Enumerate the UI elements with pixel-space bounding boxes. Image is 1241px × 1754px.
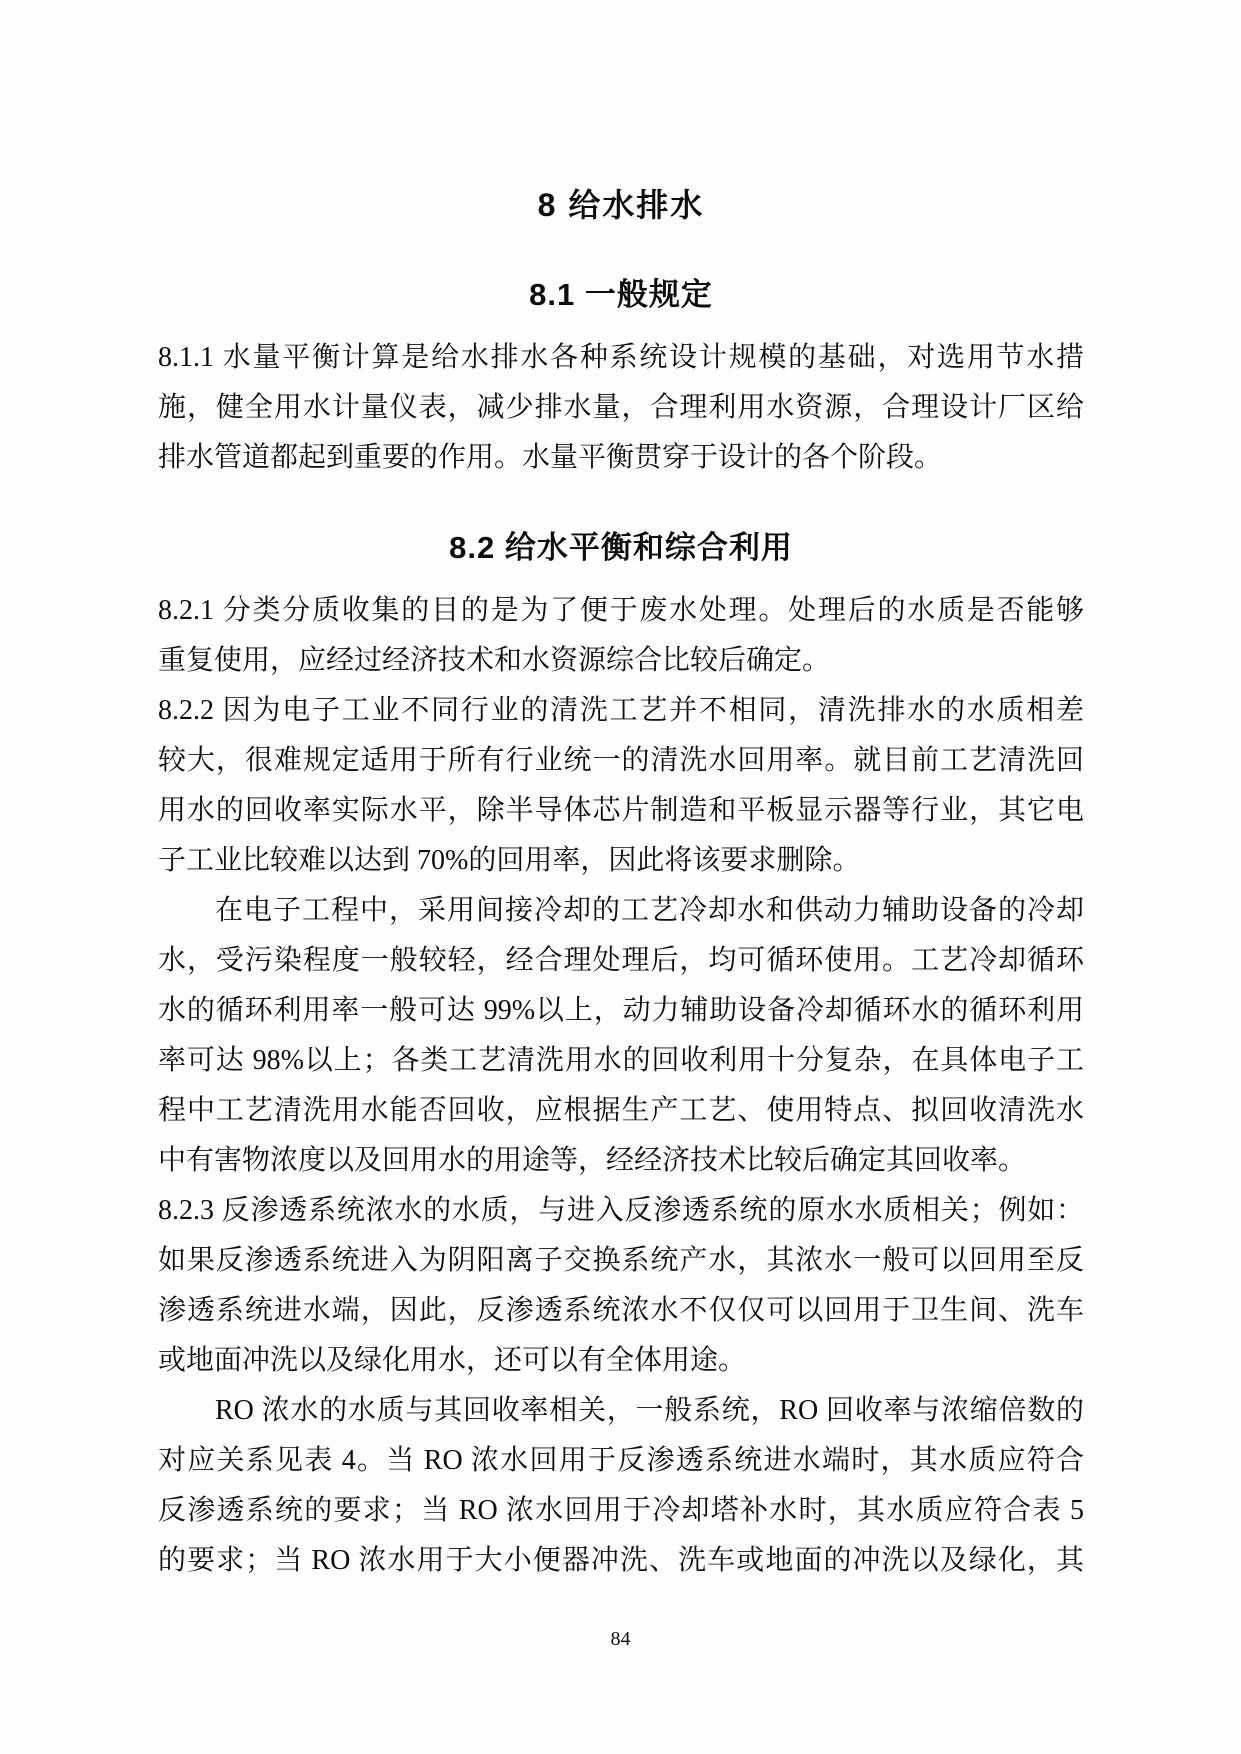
paragraph-line: 水，受污染程度一般较轻，经合理处理后，均可循环使用。工艺冷却循环 <box>158 945 1084 976</box>
paragraph-line: 施，健全用水计量仪表，减少排水量，合理利用水资源，合理设计厂区给 <box>158 392 1084 423</box>
paragraph-line: 8.1.1 水量平衡计算是给水排水各种系统设计规模的基础，对选用节水措 <box>158 342 1084 373</box>
paragraph-line: 如果反渗透系统进入为阴阳离子交换系统产水，其浓水一般可以回用至反 <box>158 1245 1084 1276</box>
clause-8-2-2-continuation <box>158 886 1084 1186</box>
paragraph-line: 程中工艺清洗用水能否回收，应根据生产工艺、使用特点、拟回收清洗水 <box>158 1095 1084 1126</box>
clause-8-2-1 <box>158 586 1084 686</box>
chapter-title: 8 给水排水 <box>537 187 705 223</box>
paragraph-line: 率可达 98%以上；各类工艺清洗用水的回收利用十分复杂，在具体电子工 <box>158 1045 1084 1076</box>
clause-8-1-1 <box>158 333 1084 483</box>
paragraph-line: 8.2.1 分类分质收集的目的是为了便于废水处理。处理后的水质是否能够 <box>158 595 1084 626</box>
clause-8-2-2 <box>158 686 1084 886</box>
page-number: 84 <box>610 1628 631 1650</box>
paragraph-line: 排水管道都起到重要的作用。水量平衡贯穿于设计的各个阶段。 <box>158 442 943 473</box>
paragraph-line: 较大，很难规定适用于所有行业统一的清洗水回用率。就目前工艺清洗回 <box>158 745 1084 776</box>
paragraph-line: 重复使用，应经过经济技术和水资源综合比较后确定。 <box>158 645 831 676</box>
section-title-8-2: 8.2 给水平衡和综合利用 <box>449 530 793 565</box>
paragraph-line: 在电子工程中，采用间接冷却的工艺冷却水和供动力辅助设备的冷却 <box>215 895 1084 926</box>
paragraph-line: RO 浓水的水质与其回收率相关，一般系统，RO 回收率与浓缩倍数的 <box>215 1395 1084 1426</box>
paragraph-line: 子工业比较难以达到 70%的回用率，因此将该要求删除。 <box>158 845 861 876</box>
paragraph-line: 对应关系见表 4。当 RO 浓水回用于反渗透系统进水端时，其水质应符合 <box>158 1445 1084 1476</box>
paragraph-line: 渗透系统进水端，因此，反渗透系统浓水不仅仅可以回用于卫生间、洗车 <box>158 1295 1084 1326</box>
paragraph-line: 或地面冲洗以及绿化用水，还可以有全体用途。 <box>158 1345 747 1376</box>
paragraph-line: 用水的回收率实际水平，除半导体芯片制造和平板显示器等行业，其它电 <box>158 795 1084 826</box>
section-title-8-1: 8.1 一般规定 <box>529 277 713 312</box>
clause-8-2-3-continuation <box>158 1386 1084 1586</box>
paragraph-line: 8.2.3 反渗透系统浓水的水质，与进入反渗透系统的原水水质相关；例如： <box>158 1195 1084 1226</box>
paragraph-line: 中有害物浓度以及回用水的用途等，经经济技术比较后确定其回收率。 <box>158 1145 1027 1176</box>
paragraph-line: 水的循环利用率一般可达 99%以上，动力辅助设备冷却循环水的循环利用 <box>158 995 1084 1026</box>
document-content <box>0 180 1241 1586</box>
paragraph-line: 8.2.2 因为电子工业不同行业的清洗工艺并不相同，清洗排水的水质相差 <box>158 695 1084 726</box>
paragraph-line: 反渗透系统的要求；当 RO 浓水回用于冷却塔补水时，其水质应符合表 5 <box>158 1495 1084 1526</box>
paragraph-line: 的要求；当 RO 浓水用于大小便器冲洗、洗车或地面的冲洗以及绿化，其 <box>158 1545 1084 1576</box>
clause-8-2-3 <box>158 1186 1084 1386</box>
